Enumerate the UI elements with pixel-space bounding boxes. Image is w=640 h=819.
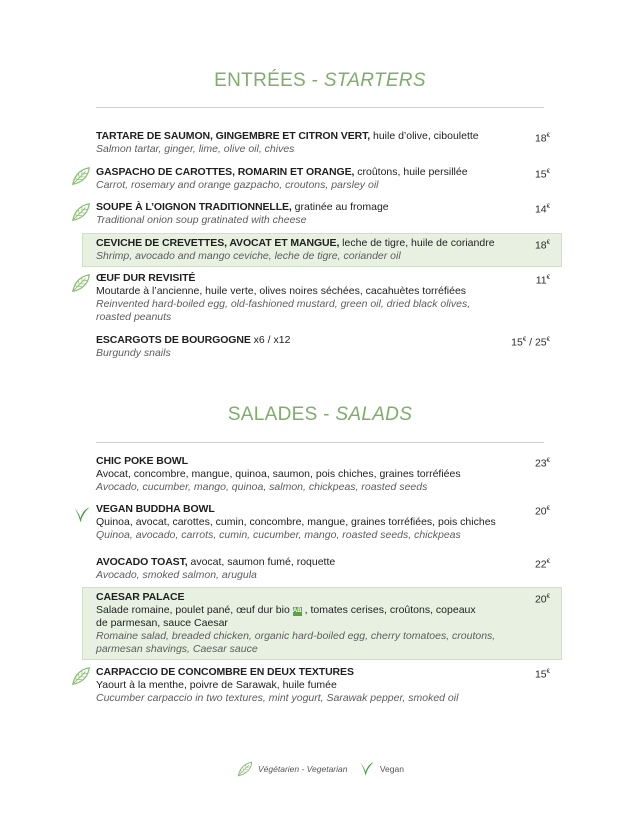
vegetarian-leaf-icon [70,165,92,187]
item-desc-en: Traditional onion soup gratinated with cheese [96,214,307,226]
menu-item [96,556,550,582]
starters-title [0,70,640,92]
menu-item-highlighted [96,237,550,263]
organic-ab-badge: AB [292,608,302,614]
item-desc-fr: gratinée au fromage [291,201,389,213]
section-divider [96,107,544,108]
item-desc-fr: croûtons, huile persillée [354,166,468,178]
item-price: 11€ [535,274,550,287]
item-name: CHIC POKE BOWL [96,455,188,467]
item-desc-fr: huile d’olive, ciboulette [370,130,479,142]
item-desc-en: Salmon tartar, ginger, lime, olive oil, chives [96,143,295,155]
item-name: CARPACCIO DE CONCOMBRE EN DEUX TEXTURES [96,666,354,678]
item-name: ŒUF DUR REVISITÉ [96,272,196,284]
starters-title-en: STARTERS [323,70,426,91]
item-desc-en: parmesan shavings, Caesar sauce [96,643,258,655]
vegetarian-leaf-icon [70,665,92,687]
item-name: GASPACHO DE CAROTTES, ROMARIN ET ORANGE, [96,166,355,178]
menu-item [96,272,550,324]
item-desc-en: Reinvented hard-boiled egg, old-fashioned mustard, green oil, dried black olives, [96,298,471,310]
item-name: CAESAR PALACE [96,591,185,603]
item-name: ESCARGOTS DE BOURGOGNE [96,334,251,346]
item-name: SOUPE À L’OIGNON TRADITIONNELLE, [96,201,292,213]
item-price: 15€ [534,668,550,681]
menu-item [96,166,550,192]
item-desc-fr: leche de tigre, huile de coriandre [339,237,495,249]
title-separator: - [306,70,324,91]
item-name: VEGAN BUDDHA BOWL [96,503,215,515]
item-price: 15€ / 25€ [511,336,550,349]
item-desc-fr: de parmesan, sauce Caesar [96,617,228,629]
item-desc-en: Quinoa, avocado, carrots, cumin, cucumber, mango, roasted seeds, chickpeas [96,529,461,541]
item-desc-en: roasted peanuts [96,311,172,323]
menu-item [96,455,550,494]
title-separator: - [317,404,336,425]
item-price: 23€ [534,457,550,470]
item-desc-fr: Avocat, concombre, mangue, quinoa, saumon, pois chiches, graines torréfiées [96,468,461,480]
item-desc-fr: , tomates cerises, croûtons, copeaux [301,604,476,616]
menu-item [96,334,550,360]
item-price: 15€ [534,168,550,181]
vegetarian-leaf-icon [70,201,92,223]
item-desc-fr: Moutarde à l’ancienne, huile verte, olives noires séchées, cacahuètes torréfiées [96,285,467,297]
legend-vegetarian: Végétarien - Vegetarian [258,764,348,774]
item-desc-fr: Quinoa, avocat, carottes, cumin, concombre, mangue, graines torréfiées, pois chiches [96,516,496,528]
item-desc-en: Avocado, smoked salmon, arugula [96,569,257,581]
item-name: AVOCADO TOAST, [96,556,188,568]
section-divider [96,442,544,443]
item-price: 20€ [534,505,550,518]
menu-item-highlighted [96,591,550,656]
menu-item [96,130,550,156]
item-desc-en: Carrot, rosemary and orange gazpacho, croutons, parsley oil [96,179,379,191]
item-desc-en: Shrimp, avocado and mango ceviche, leche de tigre, coriander oil [96,250,401,262]
legend-vegan: Vegan [379,764,404,774]
salads-title [0,404,640,426]
item-desc-en: Romaine salad, breaded chicken, organic hard-boiled egg, cherry tomatoes, croutons, [96,630,496,642]
item-price: 20€ [534,593,550,606]
item-price: 18€ [534,239,550,252]
item-desc-en: Cucumber carpaccio in two textures, mint yogurt, Sarawak pepper, smoked oil [96,692,459,704]
item-name: TARTARE DE SAUMON, GINGEMBRE ET CITRON VERT, [96,130,371,142]
item-desc-en: Avocado, cucumber, mango, quinoa, salmon, chickpeas, roasted seeds [96,481,428,493]
item-price: 18€ [534,132,550,145]
vegan-v-icon [358,760,376,778]
item-desc-en: Burgundy snails [96,347,171,359]
diet-legend [0,760,640,780]
vegan-v-icon [72,505,92,525]
item-name: CEVICHE DE CREVETTES, AVOCAT ET MANGUE, [96,237,340,249]
menu-item [96,201,550,227]
salads-title-en: SALADS [335,404,413,425]
item-price: 14€ [534,203,550,216]
menu-item [96,503,550,542]
vegetarian-leaf-icon [236,760,254,778]
vegetarian-leaf-icon [70,272,92,294]
menu-item [96,666,550,705]
starters-title-fr: ENTRÉES [214,70,307,91]
item-desc-fr: avocat, saumon fumé, roquette [187,556,336,568]
item-desc-fr: Yaourt à la menthe, poivre de Sarawak, huile fumée [96,679,337,691]
item-desc-fr: x6 / x12 [250,334,291,346]
item-desc-fr: Salade romaine, poulet pané, œuf dur bio [96,604,293,616]
item-price: 22€ [534,558,550,571]
salads-title-fr: SALADES [227,404,318,425]
